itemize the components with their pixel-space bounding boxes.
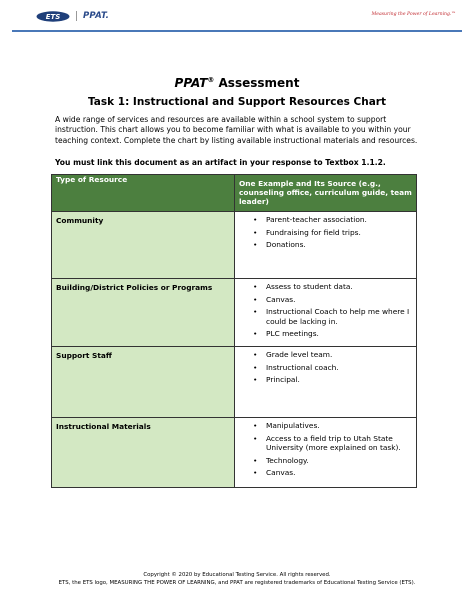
list-item: • Access to a field trip to Utah State University (more explained on task). [255, 434, 410, 453]
page-footer [0, 572, 474, 587]
table-row [52, 279, 417, 347]
list-item: • Assess to student data. [255, 282, 410, 292]
table-row [52, 212, 417, 279]
logo-group [36, 10, 109, 22]
table-header-row [52, 175, 417, 212]
example-list [255, 215, 410, 250]
title-rest: Assessment [214, 76, 300, 90]
list-item: • Technology. [255, 456, 410, 466]
ets-logo-text: ETS [45, 12, 61, 21]
list-item: • Instructional Coach to help me where I could be lacking in. [255, 307, 410, 326]
logo-divider [76, 11, 77, 21]
header-divider [12, 30, 462, 32]
example-cell[interactable] [235, 347, 417, 418]
page-header [0, 0, 474, 40]
example-cell[interactable] [235, 279, 417, 347]
table-row [52, 347, 417, 418]
task-subtitle: Task 1: Instructional and Support Resources Chart [87, 96, 387, 108]
ppat-logo-text: PPAT. [83, 11, 110, 21]
example-list [255, 421, 410, 478]
list-item: • Manipulatives. [255, 421, 410, 431]
title-registered-mark: ® [207, 76, 215, 84]
list-item: • Parent-teacher association. [255, 215, 410, 225]
intro-paragraph: A wide range of services and resources are available within a school system to support instruction. This chart allows you to become familiar with what is available to you within your teaching context. Complete the chart by listing available instructional materials and resources. [55, 115, 418, 145]
resource-type-cell: Community [52, 212, 235, 279]
page-title [0, 76, 474, 90]
list-item: • Principal. [255, 375, 410, 385]
header-tagline: Measuring the Power of Learning.™ [371, 12, 456, 17]
list-item: • Grade level team. [255, 350, 410, 360]
trademark-text: ETS, the ETS logo, MEASURING THE POWER OF LEARNING, and PPAT are registered trademarks of Educational Testing Service (ETS). [58, 579, 416, 586]
list-item: • PLC meetings. [255, 329, 410, 339]
resource-type-cell: Instructional Materials [52, 418, 235, 488]
title-ppat: PPAT [174, 76, 208, 90]
example-cell[interactable] [235, 212, 417, 279]
resource-type-cell: Support Staff [52, 347, 235, 418]
example-list [255, 282, 410, 339]
copyright-text: Copyright © 2020 by Educational Testing Service. All rights reserved. [143, 572, 331, 578]
table-row [52, 418, 417, 488]
example-cell[interactable] [235, 418, 417, 488]
list-item: • Canvas. [255, 295, 410, 305]
list-item: • Donations. [255, 240, 410, 250]
resources-chart [51, 174, 417, 488]
artifact-link-note: You must link this document as an artifact in your response to Textbox 1.1.2. [55, 158, 386, 167]
list-item: • Canvas. [255, 468, 410, 478]
header-example-and-source: One Example and Its Source (e.g., counseling office, curriculum guide, team leader) [235, 175, 417, 212]
header-type-of-resource: Type of Resource [52, 175, 235, 212]
resource-type-cell: Building/District Policies or Programs [52, 279, 235, 347]
ets-logo-icon [36, 11, 70, 22]
list-item: • Instructional coach. [255, 363, 410, 373]
list-item: • Fundraising for field trips. [255, 228, 410, 238]
example-list [255, 350, 410, 385]
